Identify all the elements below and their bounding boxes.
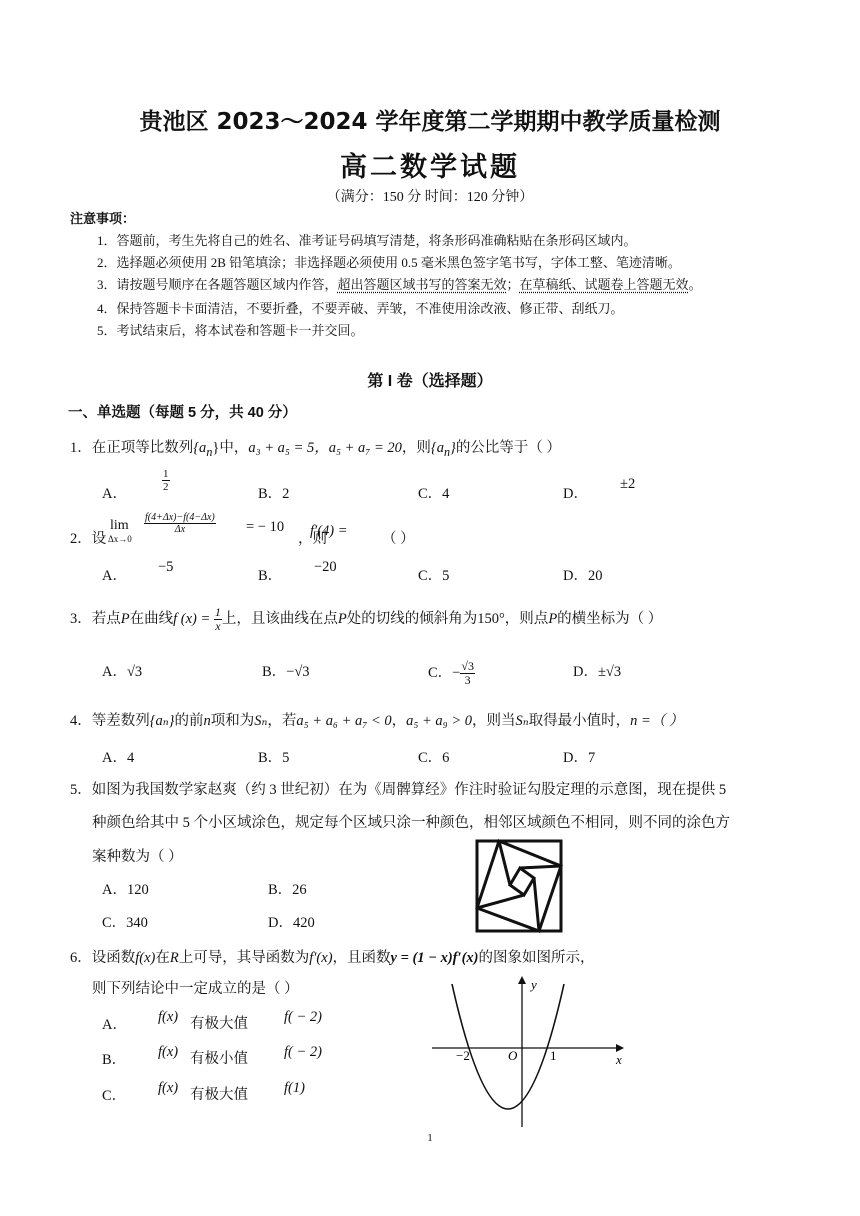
q6-function-graph — [430, 972, 630, 1128]
question-6: 6．设函数f(x)在R上可导，其导函数为f′(x)，且函数y = (1 − x)f′(x)的图象如图所示， — [70, 950, 595, 966]
q6-option-c-value: f(1) — [284, 1080, 305, 1096]
q6-option-a-label: A． — [102, 1017, 127, 1033]
q1-option-d: D． — [563, 486, 588, 502]
q6-option-c-func: f(x) — [158, 1080, 179, 1096]
tick-label-1: 1 — [550, 1048, 557, 1063]
notice-item-4: 4．保持答题卡卡面清洁，不要折叠，不要弄破、弄皱，不准使用涂改液、修正带、刮纸刀。 — [97, 301, 624, 316]
q2-lim: lim — [110, 518, 129, 533]
q6-option-a-kind: 有极大值 — [190, 1016, 248, 1032]
x-axis-label: x — [616, 1052, 622, 1067]
q1-option-d-value: ±2 — [620, 476, 636, 492]
q2-option-b-value: −20 — [314, 559, 337, 575]
notice-item-1: 1．答题前，考生先将自己的姓名、准考证号码填写清楚，将条形码准确粘贴在条形码区域内。 — [97, 233, 637, 248]
parabola-curve — [452, 984, 564, 1109]
q3-option-d: D．±√3 — [573, 664, 622, 680]
q5-option-d: D．420 — [268, 915, 315, 931]
q1-option-a: A． — [102, 486, 127, 502]
q4-option-c: C．6 — [418, 750, 450, 766]
page-number: 1 — [427, 1132, 433, 1144]
q2-equals: = − 10 — [246, 519, 285, 535]
q6-option-b-value: f( − 2) — [284, 1044, 322, 1060]
q4-option-d: D．7 — [563, 750, 596, 766]
q2-option-b: B． — [258, 568, 283, 584]
question-1: 1．在正项等比数列$\{a_n\}$中，a₃ + a₅ = 5，a₅ + a₇ = 20，则$\{a_n\}$的公比等于（ ） — [70, 440, 561, 459]
part-heading: 一、单选题（每题 5 分，共 40 分） — [68, 405, 297, 421]
q2-derivative: f′(4) = — [310, 523, 348, 539]
q2-option-c: C．5 — [418, 568, 450, 584]
notice-item-5: 5．考试结束后，将本试卷和答题卡一并交回。 — [97, 323, 364, 338]
notice-heading: 注意事项： — [70, 211, 136, 226]
q2-fraction: $\frac{f(4+\Delta x)-f(4-\Delta x)}{\Delta x}$ — [145, 512, 215, 535]
q2-paren: （ ） — [382, 531, 415, 547]
q2-then: ，则 — [298, 531, 327, 547]
q6-option-a-value: f( − 2) — [284, 1009, 322, 1025]
exam-title: 贵池区 2023～2024 学年度第二学期期中教学质量检测 — [139, 109, 721, 135]
q5-option-c: C．340 — [102, 915, 148, 931]
q6-option-a-func: f(x) — [158, 1009, 179, 1025]
q3-option-b: B．−√3 — [262, 664, 310, 680]
q3-option-c: C．− $\frac{√3}{3}$ — [428, 659, 474, 688]
q4-option-a: A．4 — [102, 750, 135, 766]
volume-heading: 第 I 卷（选择题） — [367, 373, 493, 390]
q6-option-b-func: f(x) — [158, 1044, 179, 1060]
q5-option-a: A．120 — [102, 882, 149, 898]
q5-line-2: 种颜色给其中 5 个小区域涂色，规定每个区域只涂一种颜色，相邻区域颜色不相同，则不同的涂色方 — [92, 815, 730, 831]
zhao-shuang-diagram — [474, 838, 564, 934]
question-4: 4．等差数列{aₙ}的前n项和为Sₙ，若a₅ + a₆ + a₇ < 0，a₅ + a₉ > 0，则当Sₙ取得最小值时，n =（ ） — [70, 713, 684, 729]
notice-item-2: 2．选择题必须使用 2B 铅笔填涂；非选择题必须使用 0.5 毫米黑色签字笔书写，字体工整、笔迹清晰。 — [97, 255, 681, 270]
y-axis-label: y — [531, 977, 537, 992]
q2-option-d: D．20 — [563, 568, 603, 584]
q2-prefix: 2．设 — [70, 531, 107, 547]
q6-option-b-kind: 有极小值 — [190, 1051, 248, 1067]
exam-subtitle: 高二数学试题 — [340, 152, 520, 183]
q2-option-a-value: −5 — [158, 559, 174, 575]
q4-option-b: B．5 — [258, 750, 290, 766]
q5-line-1: 5．如图为我国数学家赵爽（约 3 世纪初）在为《周髀算经》作注时验证勾股定理的示意图，现在提供 5 — [70, 782, 727, 798]
q1-option-b: B．2 — [258, 486, 290, 502]
q1-option-a-value: $\frac{1}{2}$ — [163, 468, 169, 494]
q5-line-3: 案种数为（ ） — [92, 849, 183, 865]
x-axis-arrow — [616, 1044, 624, 1052]
exam-meta: （满分：150 分 时间：120 分钟） — [326, 190, 534, 205]
q5-option-b: B．26 — [268, 882, 307, 898]
q6-option-c-kind: 有极大值 — [190, 1087, 248, 1103]
notice-item-3: 3．请按题号顺序在各题答题区域内作答，超出答题区域书写的答案无效；在草稿纸、试题卷上答题无效。 — [97, 277, 702, 292]
q2-option-a: A． — [102, 568, 127, 584]
q3-option-a: A．√3 — [102, 664, 143, 680]
q6-option-b-label: B． — [102, 1052, 127, 1068]
y-axis-arrow — [518, 976, 526, 984]
q6-option-c-label: C． — [102, 1088, 127, 1104]
q2-lim-sub: Δx→0 — [108, 534, 132, 544]
tick-label-neg2: −2 — [456, 1048, 470, 1063]
q1-option-c: C．4 — [418, 486, 450, 502]
question-3: 3．若点P在曲线f (x) = $\frac{1}{x}$ 上，且该曲线在点P处的切线的倾斜角为150°，则点P的横坐标为（ ） — [70, 605, 663, 634]
origin-label: O — [508, 1048, 518, 1063]
q6-line-2: 则下列结论中一定成立的是（ ） — [92, 981, 299, 997]
